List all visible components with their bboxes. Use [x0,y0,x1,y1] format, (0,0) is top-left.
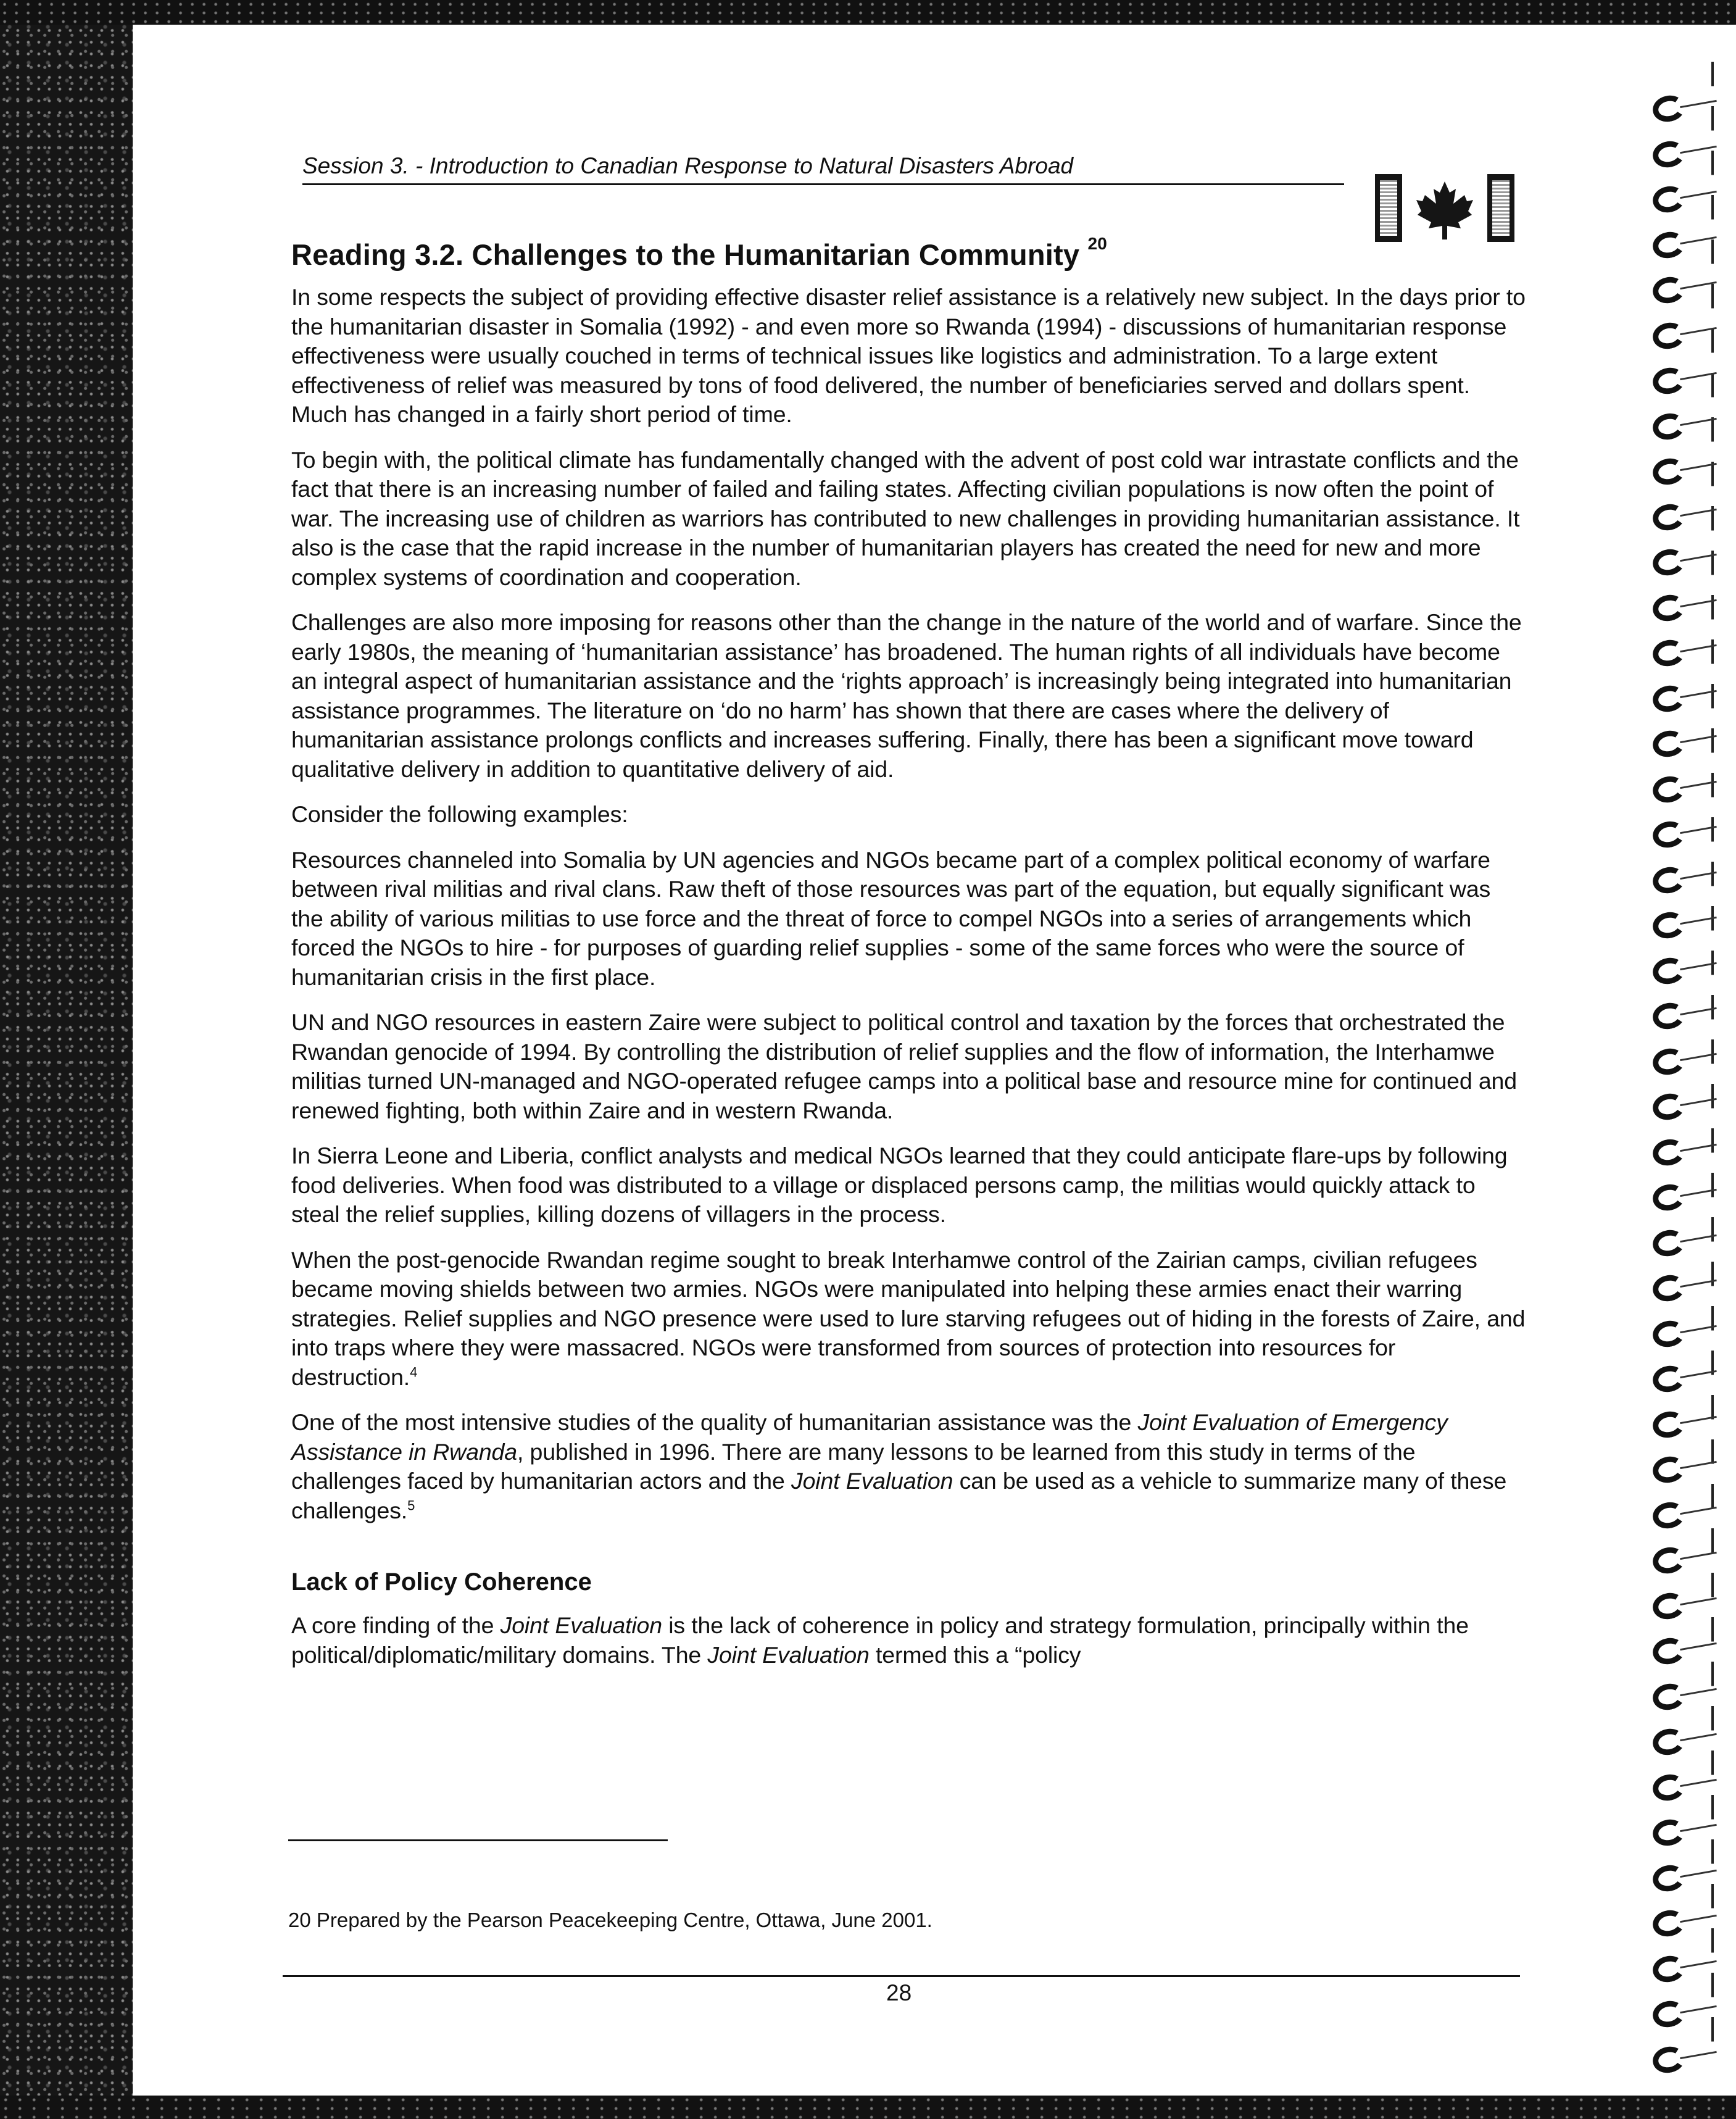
binding-ring [1650,1635,1687,1667]
paragraph-6: UN and NGO resources in eastern Zaire were subject to political control and taxation by the forces that orchestrated the Rwandan genocide of 1994. By controlling the distribution of relief supplies and the flow of information, the Interhamwe militias turned UN-managed and NGO-operated refugee camps into a political base and resource mine for continued and renewed fighting, both within Zaire and in western Rwanda. [291,1009,1517,1123]
footnote-ref-4: 4 [410,1364,418,1380]
binding-ring [1650,1227,1687,1259]
page-number: 28 [886,1980,912,2005]
section-text-c: is the lack of coherence in policy and strategy formulation, principally within the political/diplomatic/military domains. The [291,1612,1469,1668]
paragraph-8 [291,1246,1526,1393]
paragraph-9-text-a: One of the most intensive studies of the quality of humanitarian assistance was the [291,1409,1138,1435]
binding-ring [1650,1590,1687,1622]
scan-edge-left [0,0,133,2119]
footnote-ref-5: 5 [407,1497,415,1513]
binding-ring [1650,1454,1687,1486]
binding-ring [1650,229,1687,261]
paragraph-1: In some respects the subject of providing effective disaster relief assistance is a relatively new subject. In the days prior to the humanitarian disaster in Somalia (1992) - and even more so Rwanda (1994) - discussions of humanitarian response effectiveness were usually couched in terms of technical issues like logistics and administration. To a large extent effectiveness of relief was measured by tons of food delivered, the number of beneficiaries served and dollars spent. Much has changed in a fairly short period of time. [291,284,1526,427]
binding-ring [1650,546,1687,578]
binding-ring [1650,1817,1687,1849]
binding-ring [1650,183,1687,215]
header-rule [302,183,1344,185]
paragraph-8-text: When the post-genocide Rwandan regime sought to break Interhamwe control of the Zairian camps, civilian refugees became moving shields between two armies. NGOs were manipulated into helping these armies enact their warring strategies. Relief supplies and NGO presence were used to lure starving refugees out of hiding in the forests of Zaire, and into traps where they were massacred. NGOs were transformed from sources of protection into resources for destruction. [291,1246,1526,1390]
binding-ring [1650,1136,1687,1168]
paragraph-3: Challenges are also more imposing for reasons other than the change in the nature of the world and of warfare. Since the early 1980s, the meaning of ‘humanitarian assistance’ has broadened. The human rights of all individuals have become an integral aspect of humanitarian assistance and the ‘rights approach’ is increasingly being integrated into humanitarian assistance programmes. The literature on ‘do no harm’ has shown that there are cases where the delivery of humanitarian assistance prolongs conflicts and increases suffering. Finally, there has been a significant move toward qualitative delivery in addition to quantitative delivery of aid. [291,609,1522,782]
scan-edge-top [0,0,1736,25]
paragraph-9-text-c: , published in 1996. There are many lessons to be learned from this study in terms of the challenges faced by humanitarian actors and the [291,1438,1416,1494]
scan-edge-bottom [0,2096,1736,2119]
binding-ring [1650,1181,1687,1214]
spiral-binding [1648,25,1736,2096]
binding-ring [1650,728,1687,760]
binding-ring [1650,1318,1687,1350]
section-italic-b: Joint Evaluation [500,1612,662,1638]
binding-ring [1650,1499,1687,1531]
binding-ring [1650,864,1687,896]
binding-ring [1650,773,1687,806]
binding-ring [1650,93,1687,125]
section-paragraph-1 [291,1611,1526,1670]
paragraph-9-text-e: can be used as a vehicle to summarize many of these challenges. [291,1468,1507,1523]
paragraph-5: Resources channeled into Somalia by UN agencies and NGOs became part of a complex political economy of warfare between rival militias and rival clans. Raw theft of those resources was part of the equation, but equally significant was the ability of various militias to use force and the threat of force to compel NGOs into a series of arrangements which forced the NGOs to hire - for purposes of guarding relief supplies - some of the same forces who were the source of humanitarian crisis in the first place. [291,846,1491,990]
binding-ring [1650,1272,1687,1304]
binding-ring [1650,1726,1687,1758]
main-content [291,225,1526,1686]
binding-ring [1650,1998,1687,2030]
paragraph-7: In Sierra Leone and Liberia, conflict analysts and medical NGOs learned that they could anticipate flare-ups by following food deliveries. When food was distributed to a village or displaced persons camp, the militias would quickly attack to steal the relief supplies, killing dozens of villagers in the process. [291,1143,1508,1227]
binding-ring [1650,1544,1687,1576]
footnote-20: 20 Prepared by the Pearson Peacekeeping Centre, Ottawa, June 2001. [288,1909,932,1931]
binding-ring [1650,1363,1687,1395]
section-italic-d: Joint Evaluation [707,1641,870,1668]
binding-ring [1650,501,1687,533]
binding-ring [1650,138,1687,170]
binding-ring [1650,456,1687,488]
footer-rule [283,1975,1520,1977]
binding-ring [1650,818,1687,851]
paragraph-9-italic-d: Joint Evaluation [791,1468,953,1494]
binding-ring [1650,1953,1687,1985]
binding-ring [1650,909,1687,941]
binding-ring [1650,1091,1687,1123]
paragraph-4: Consider the following examples: [291,801,628,827]
binding-ring [1650,320,1687,352]
binding-ring [1650,955,1687,987]
binding-ring [1650,592,1687,624]
reading-title-text: Reading 3.2. Challenges to the Humanitarian Community [291,238,1080,271]
binding-ring [1650,1771,1687,1804]
binding-ring [1650,2044,1687,2076]
binding-ring [1650,1907,1687,1939]
binding-ring [1650,1000,1687,1032]
binding-ring [1650,637,1687,669]
paragraph-2: To begin with, the political climate has fundamentally changed with the advent of post cold war intrastate conflicts and the fact that there is an increasing number of failed and failing states. Affecting civilian populations is now often the point of war. The increasing use of children as warriors has contributed to new challenges in providing humanitarian assistance. It also is the case that the rapid increase in the number of humanitarian players has created the need for new and more complex systems of coordination and cooperation. [291,446,1520,590]
binding-ring [1650,1681,1687,1713]
section-text-a: A core finding of the [291,1612,500,1638]
section-heading: Lack of Policy Coherence [291,1568,592,1596]
section-text-e: termed this a “policy [869,1641,1081,1668]
binding-ring [1650,365,1687,397]
paragraph-9 [291,1408,1526,1525]
binding-ring [1650,1409,1687,1441]
binding-ring [1650,1862,1687,1894]
reading-title [291,234,1526,272]
title-footnote-ref: 20 [1087,234,1108,253]
binding-ring [1650,410,1687,443]
binding-ring [1650,274,1687,306]
paragraph-9-title-italic: Joint Evaluation of Emergency Assistance in Rwanda [291,1409,1448,1465]
binding-edge [1711,62,1714,2055]
running-header: Session 3. - Introduction to Canadian Response to Natural Disasters Abroad [302,153,1074,178]
binding-ring [1650,1046,1687,1078]
binding-ring [1650,683,1687,715]
footnote-rule [288,1839,668,1841]
